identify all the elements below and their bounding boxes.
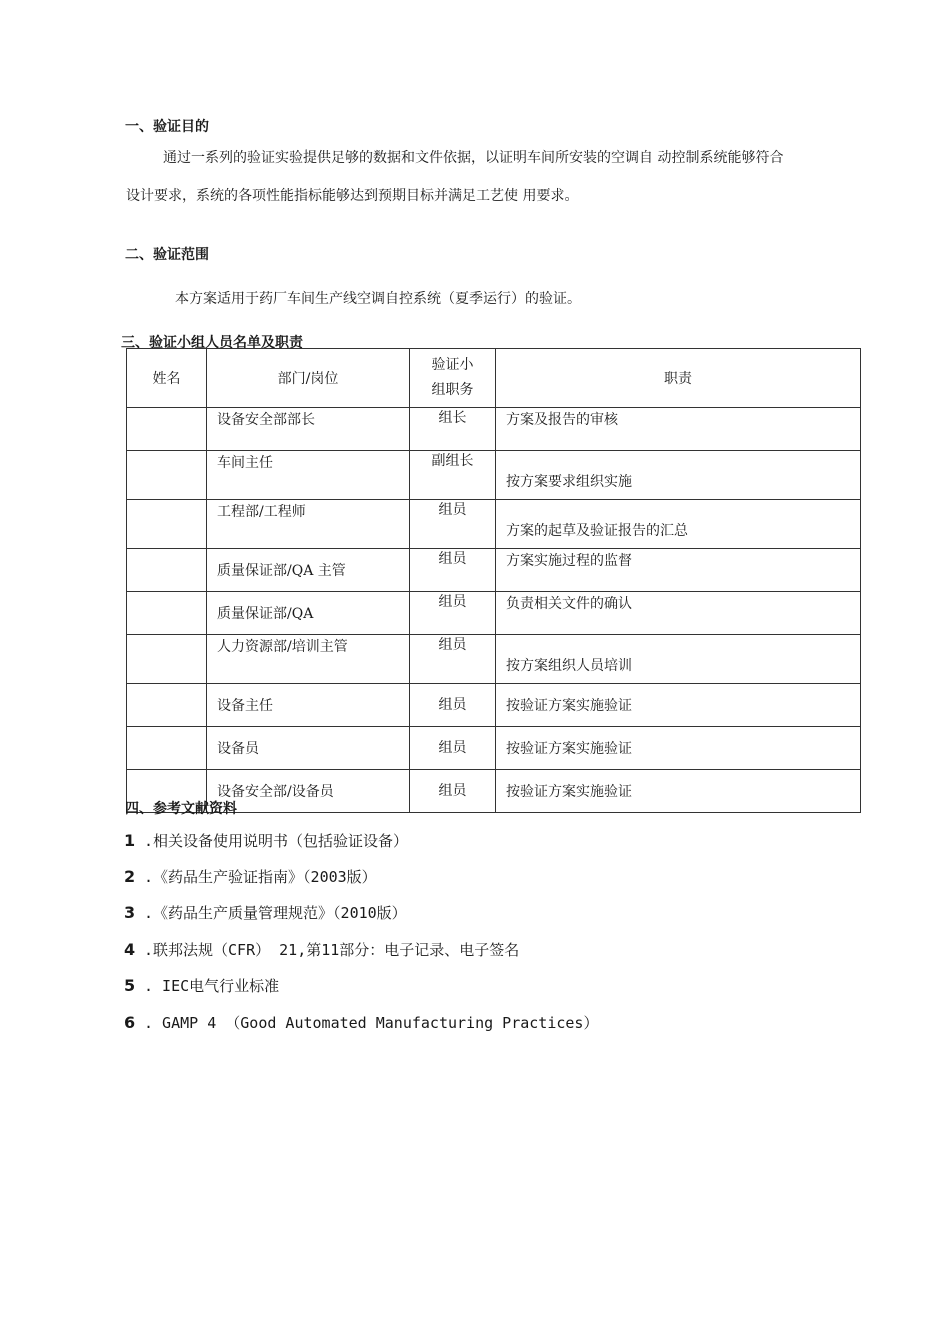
cell-role: 组员 xyxy=(410,500,496,549)
cell-name xyxy=(127,549,207,592)
cell-role: 组员 xyxy=(410,592,496,635)
cell-dept: 工程部/工程师 xyxy=(207,500,410,549)
cell-name xyxy=(127,635,207,684)
list-item-number: 5 xyxy=(124,976,136,996)
table-row xyxy=(127,635,861,684)
team-table xyxy=(126,348,861,813)
cell-dept: 设备安全部部长 xyxy=(207,408,410,451)
table-row xyxy=(127,592,861,635)
list-item xyxy=(124,968,598,1004)
cell-duty: 方案及报告的审核 xyxy=(496,408,861,451)
cell-name xyxy=(127,451,207,500)
cell-role: 组员 xyxy=(410,727,496,770)
section1-paragraph-line2: 设计要求，系统的各项性能指标能够达到预期目标并满足工艺使 用要求。 xyxy=(126,188,579,204)
cell-duty: 按方案要求组织实施 xyxy=(496,451,861,500)
cell-name xyxy=(127,727,207,770)
cell-role: 组员 xyxy=(410,770,496,813)
list-item-text: .《药品生产质量管理规范》（2010版） xyxy=(144,904,407,923)
cell-name xyxy=(127,500,207,549)
cell-dept: 质量保证部/QA 主管 xyxy=(207,549,410,592)
cell-role: 组员 xyxy=(410,549,496,592)
section2-heading: 二、验证范围 xyxy=(125,247,209,263)
cell-name xyxy=(127,408,207,451)
table-header-row xyxy=(127,349,861,408)
header-role-line2: 组职务 xyxy=(431,382,474,398)
list-item-text: .联邦法规（CFR） 21,第11部分：电子记录、电子签名 xyxy=(144,940,520,959)
list-item-text: .《药品生产验证指南》（2003版） xyxy=(144,868,377,887)
cell-role: 组员 xyxy=(410,684,496,727)
cell-dept: 设备安全部/设备员 xyxy=(207,770,410,813)
list-item-number: 2 xyxy=(124,867,136,887)
list-item-text: .相关设备使用说明书（包括验证设备） xyxy=(144,831,409,850)
cell-role: 组员 xyxy=(410,635,496,684)
cell-duty: 方案的起草及验证报告的汇总 xyxy=(496,500,861,549)
table-row xyxy=(127,500,861,549)
cell-name xyxy=(127,684,207,727)
section3-heading: 三、验证小组人员名单及职责 xyxy=(121,335,303,351)
cell-duty: 按验证方案实施验证 xyxy=(496,770,861,813)
list-item-number: 1 xyxy=(124,830,136,850)
reference-list xyxy=(124,822,598,1040)
header-name: 姓名 xyxy=(127,349,207,408)
cell-dept: 设备员 xyxy=(207,727,410,770)
table-row xyxy=(127,684,861,727)
cell-dept: 车间主任 xyxy=(207,451,410,500)
cell-duty: 按方案组织人员培训 xyxy=(496,635,861,684)
cell-duty: 按验证方案实施验证 xyxy=(496,727,861,770)
cell-dept: 人力资源部/培训主管 xyxy=(207,635,410,684)
section4-heading: 四、参考文献资料 xyxy=(125,801,237,817)
cell-duty: 负责相关文件的确认 xyxy=(496,592,861,635)
cell-duty: 方案实施过程的监督 xyxy=(496,549,861,592)
header-duty: 职责 xyxy=(496,349,861,408)
table-row xyxy=(127,408,861,451)
section1-paragraph-line1: 通过一系列的验证实验提供足够的数据和文件依据，以证明车间所安装的空调自 动控制系统能够符合 xyxy=(163,150,784,166)
list-item xyxy=(124,1004,598,1040)
list-item xyxy=(124,822,598,858)
section2-paragraph: 本方案适用于药厂车间生产线空调自控系统（夏季运行）的验证。 xyxy=(175,291,581,307)
header-role xyxy=(410,349,496,408)
cell-dept: 质量保证部/QA xyxy=(207,592,410,635)
list-item-number: 4 xyxy=(124,939,136,959)
table-row xyxy=(127,727,861,770)
list-item-text: . IEC电气行业标准 xyxy=(144,977,280,996)
cell-duty: 按验证方案实施验证 xyxy=(496,684,861,727)
list-item xyxy=(124,895,598,931)
cell-dept: 设备主任 xyxy=(207,684,410,727)
section1-heading: 一、验证目的 xyxy=(125,119,209,135)
header-dept: 部门/岗位 xyxy=(207,349,410,408)
list-item-number: 6 xyxy=(124,1012,136,1032)
header-role-line1: 验证小 xyxy=(431,357,474,373)
cell-role: 组长 xyxy=(410,408,496,451)
table-row xyxy=(127,451,861,500)
list-item-text: . GAMP 4 （Good Automated Manufacturing Practices） xyxy=(144,1013,599,1032)
table-row xyxy=(127,549,861,592)
list-item xyxy=(124,931,598,967)
cell-role: 副组长 xyxy=(410,451,496,500)
list-item xyxy=(124,858,598,894)
cell-name xyxy=(127,592,207,635)
list-item-number: 3 xyxy=(124,903,136,923)
